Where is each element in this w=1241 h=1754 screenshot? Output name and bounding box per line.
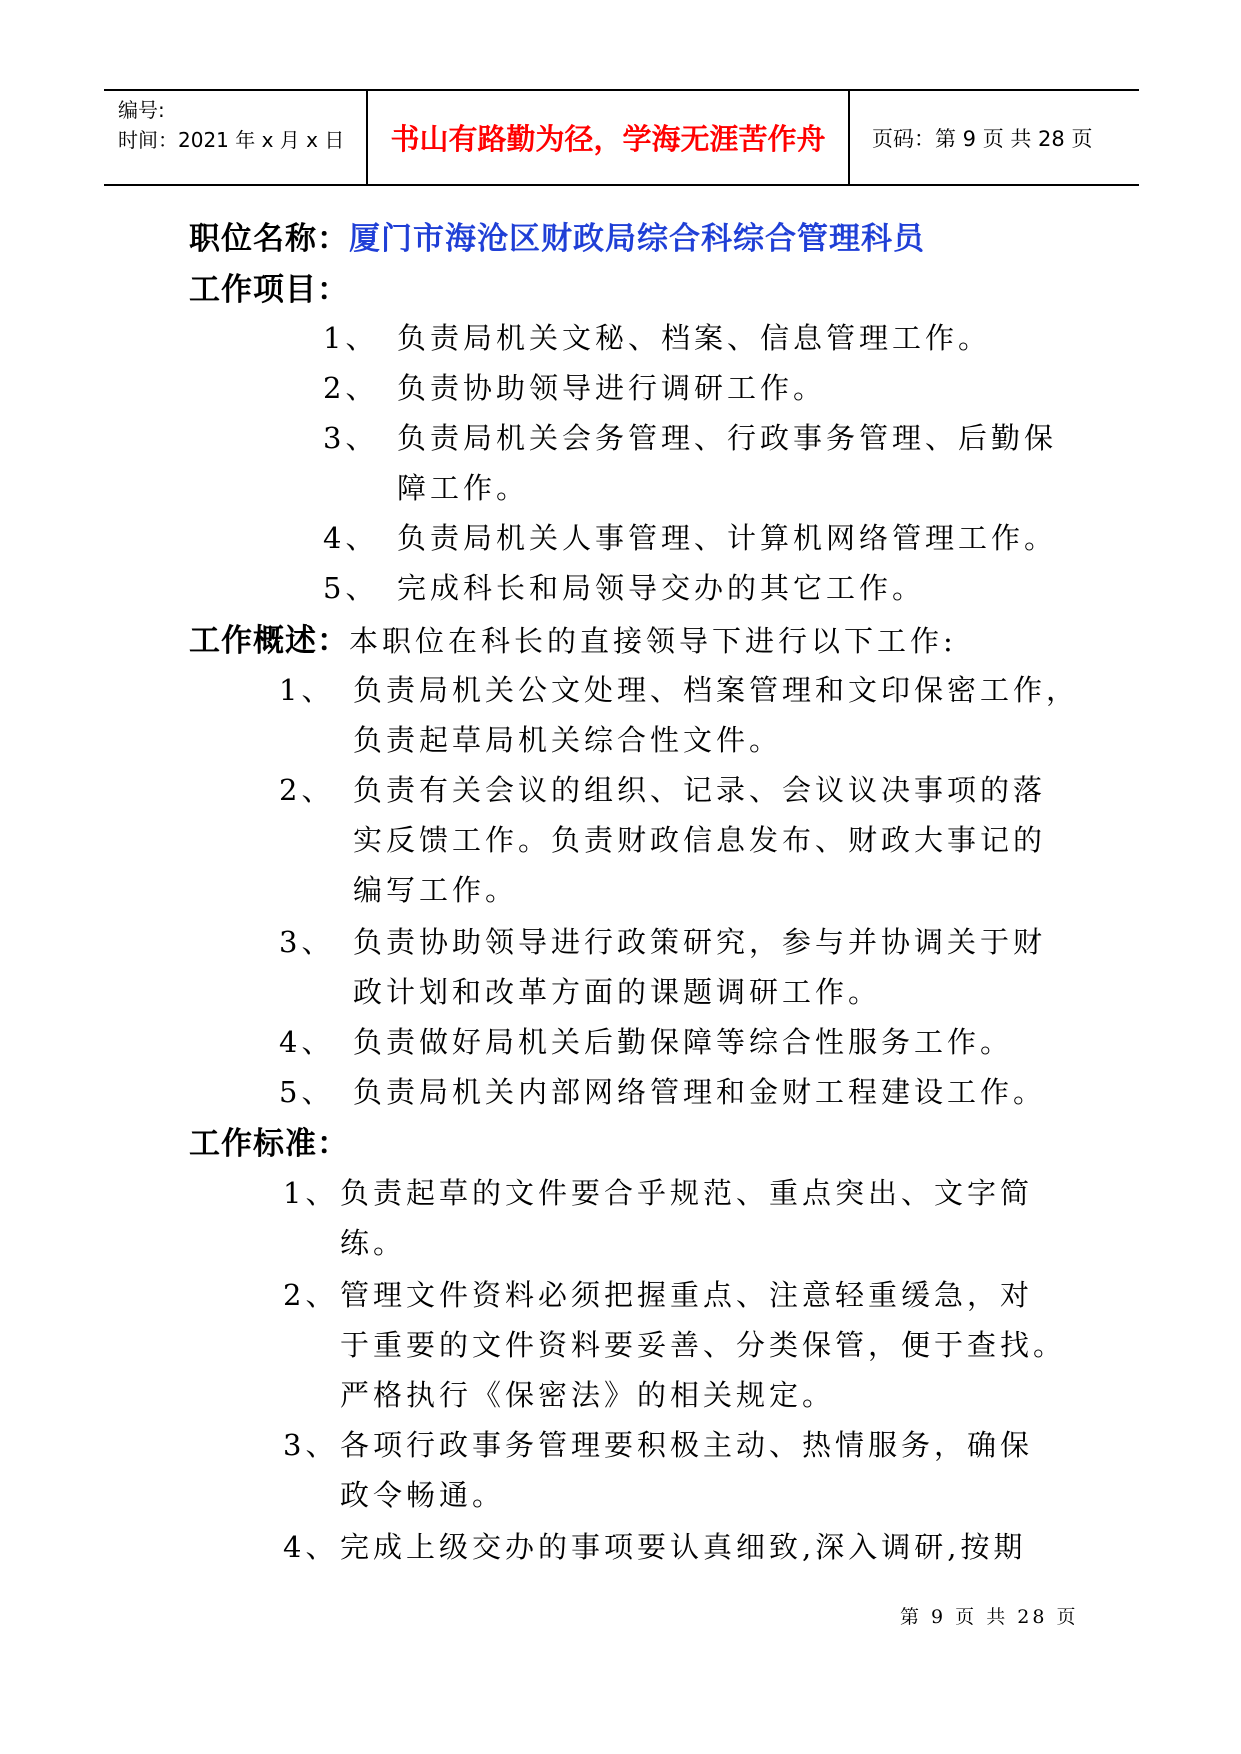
header-motto: 书山有路勤为径，学海无涯苦作舟 <box>390 122 826 156</box>
item-number: 5、 <box>323 571 379 605</box>
item-number: 1、 <box>323 321 379 355</box>
position-row <box>189 218 925 260</box>
item-number: 4、 <box>279 1025 335 1059</box>
item-text: 负责有关会议的组织、记录、会议议决事项的落 <box>353 773 1047 807</box>
item-text: 负责起草的文件要合乎规范、重点突出、文字简 <box>340 1176 1034 1210</box>
header-meta <box>118 95 358 155</box>
document-header <box>104 89 1139 186</box>
item-number: 3、 <box>283 1428 339 1462</box>
item-continuation: 编写工作。 <box>353 873 519 907</box>
list-item <box>279 1022 1013 1062</box>
position-label: 职位名称： <box>189 221 349 257</box>
standards-heading: 工作标准： <box>189 1126 349 1162</box>
item-number: 5、 <box>279 1075 335 1109</box>
list-item <box>283 1275 1033 1315</box>
item-number: 1、 <box>283 1176 339 1210</box>
item-text: 完成科长和局领导交办的其它工作。 <box>397 571 926 605</box>
item-continuation: 练。 <box>340 1226 407 1260</box>
serial-label: 编号: <box>118 98 165 122</box>
item-continuation: 政令畅通。 <box>340 1478 506 1512</box>
item-text: 负责局机关内部网络管理和金财工程建设工作。 <box>353 1075 1047 1109</box>
header-page-label: 页码：第 9 页 共 28 页 <box>872 126 1093 151</box>
item-text: 负责局机关会务管理、行政事务管理、后勤保 <box>397 421 1058 455</box>
time-label: 时间：2021 年 x 月 x 日 <box>118 128 345 152</box>
list-item <box>323 418 1057 458</box>
list-item <box>323 368 826 408</box>
list-item <box>279 1072 1046 1112</box>
list-item <box>283 1173 1033 1213</box>
list-item <box>279 922 1046 962</box>
item-number: 2、 <box>323 371 379 405</box>
item-number: 4、 <box>283 1530 339 1564</box>
item-continuation: 负责起草局机关综合性文件。 <box>353 723 783 757</box>
overview-heading: 工作概述： <box>189 623 349 659</box>
list-item <box>323 518 1057 558</box>
header-divider <box>848 91 850 184</box>
list-item <box>279 770 1046 810</box>
item-text: 负责局机关文秘、档案、信息管理工作。 <box>397 321 992 355</box>
item-number: 3、 <box>323 421 379 455</box>
overview-intro: 本职位在科长的直接领导下进行以下工作: <box>349 624 957 658</box>
item-number: 2、 <box>279 773 335 807</box>
item-continuation: 障工作。 <box>397 471 530 505</box>
item-number: 4、 <box>323 521 379 555</box>
list-item <box>323 318 991 358</box>
list-item <box>323 568 925 608</box>
item-continuation: 政计划和改革方面的课题调研工作。 <box>353 975 882 1009</box>
overview-row <box>189 620 957 662</box>
item-number: 1、 <box>279 673 335 707</box>
item-continuation: 严格执行《保密法》的相关规定。 <box>340 1378 836 1412</box>
item-text: 负责协助领导进行调研工作。 <box>397 371 827 405</box>
list-item <box>283 1425 1033 1465</box>
item-text: 负责做好局机关后勤保障等综合性服务工作。 <box>353 1025 1014 1059</box>
item-text: 完成上级交办的事项要认真细致,深入调研,按期 <box>340 1530 1027 1564</box>
item-text: 各项行政事务管理要积极主动、热情服务，确保 <box>340 1428 1034 1462</box>
item-text: 管理文件资料必须把握重点、注意轻重缓急，对 <box>340 1278 1034 1312</box>
item-text: 负责局机关人事管理、计算机网络管理工作。 <box>397 521 1058 555</box>
list-item <box>283 1527 1026 1567</box>
item-continuation: 于重要的文件资料要妥善、分类保管，便于查找。 <box>340 1328 1067 1362</box>
item-text: 负责协助领导进行政策研究，参与并协调关于财 <box>353 925 1047 959</box>
item-text: 负责局机关公文处理、档案管理和文印保密工作， <box>353 673 1080 707</box>
work-items-heading: 工作项目： <box>189 272 349 308</box>
item-number: 2、 <box>283 1278 339 1312</box>
item-number: 3、 <box>279 925 335 959</box>
page-footer: 第 9 页 共 28 页 <box>900 1606 1079 1628</box>
position-value: 厦门市海沧区财政局综合科综合管理科员 <box>349 221 925 257</box>
item-continuation: 实反馈工作。负责财政信息发布、财政大事记的 <box>353 823 1047 857</box>
list-item <box>279 670 1079 710</box>
